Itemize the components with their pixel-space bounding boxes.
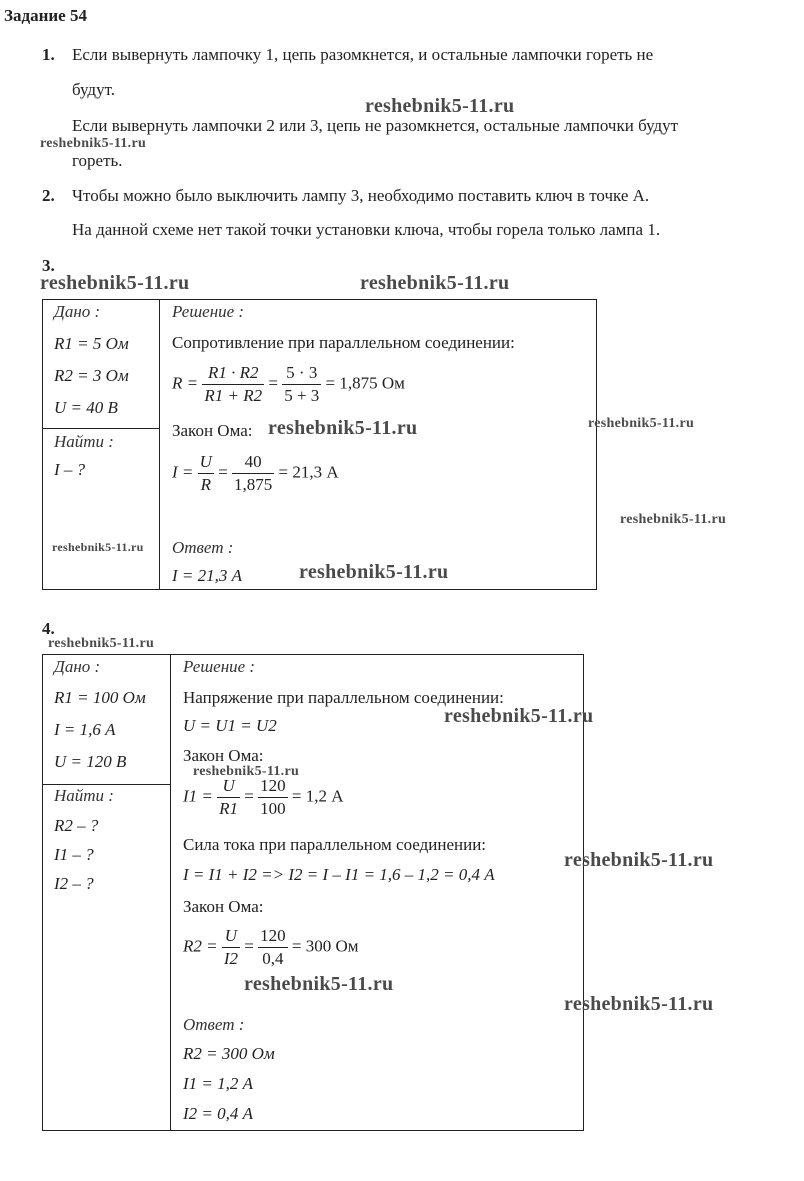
watermark: reshebnik5-11.ru (299, 561, 449, 583)
task-4-solution-line-2: U = U1 = U2 (183, 716, 277, 735)
formula-lhs: R = (172, 373, 199, 393)
fraction-numerator: 5 · 3 (282, 362, 321, 385)
task-4-formula-i1: I1 = $\frac{U}{R1}$ = $\frac{120}{100}$ = 1,2 А (183, 776, 344, 818)
task-4-solution-label: Решение : (183, 657, 256, 676)
task-4-answer-label: Ответ : (183, 1015, 245, 1034)
fraction-denominator: 1,875 (234, 475, 273, 494)
watermark: reshebnik5-11.ru (564, 849, 714, 871)
task-4-find-label: Найти : (54, 786, 114, 805)
formula-result: = 21,3 А (278, 462, 339, 482)
fraction-denominator: I2 (223, 949, 239, 968)
watermark: reshebnik5-11.ru (268, 417, 418, 439)
fraction-denominator: R1 (219, 799, 239, 818)
watermark: reshebnik5-11.ru (564, 993, 714, 1015)
fraction-denominator: R1 + R2 (204, 386, 263, 405)
task-3-solution-label: Решение : (172, 302, 245, 321)
item-number-2: 2. (42, 186, 55, 205)
task-3-answer: I = 21,3 А (172, 566, 243, 585)
watermark: reshebnik5-11.ru (244, 973, 394, 995)
task-3-given-u: U = 40 В (54, 398, 118, 417)
fraction-numerator: U (222, 925, 240, 948)
formula-lhs: I = (172, 462, 194, 482)
task-3-formula-resistance: R = $\frac{R1 \cdot R2}{R1 + R2}$ = $\frac{5 \cdot 3}{5 + 3}$ = 1,875 Ом (172, 363, 405, 405)
task-4-find-i2: I2 – ? (54, 874, 94, 893)
fraction-numerator: U (198, 451, 214, 474)
watermark: reshebnik5-11.ru (360, 272, 510, 294)
watermark: reshebnik5-11.ru (48, 636, 155, 651)
fraction-denominator: 100 (260, 799, 286, 818)
task-3-ohm-law-label: Закон Ома: (172, 421, 253, 440)
task-4-ohm-law-label-1: Закон Ома: (183, 746, 264, 765)
formula-result: = 300 Ом (291, 936, 359, 956)
task-4-solution-line-4: I = I1 + I2 => I2 = I – I1 = 1,6 – 1,2 = 0,4 А (183, 865, 495, 884)
task-3-find-label: Найти : (54, 432, 114, 451)
task-4-answer-i1: I1 = 1,2 А (183, 1074, 254, 1093)
formula-result: = 1,875 Ом (325, 373, 405, 393)
watermark: reshebnik5-11.ru (52, 540, 144, 554)
item-1-paragraph-b-line-1: Если вывернуть лампочки 2 или 3, цепь не разомкнется, остальные лампочки будут (72, 116, 679, 135)
fraction-denominator: R (200, 475, 211, 494)
fraction-numerator: R1 · R2 (202, 362, 264, 385)
task-4-answer-i2: I2 = 0,4 А (183, 1104, 254, 1123)
task-3-divider-horizontal (43, 428, 159, 429)
formula-lhs: I1 = (183, 786, 213, 806)
task-3-find-i: I – ? (54, 460, 86, 479)
watermark: reshebnik5-11.ru (40, 272, 190, 294)
fraction-denominator: 0,4 (262, 949, 284, 968)
task-4-solution-line-1: Напряжение при параллельном соединении: (183, 688, 504, 707)
task-4-given-i: I = 1,6 А (54, 720, 116, 739)
item-1-paragraph-b-line-2: гореть. (72, 151, 123, 170)
task-4-ohm-law-label-2: Закон Ома: (183, 897, 264, 916)
task-4-given-r1: R1 = 100 Ом (54, 688, 146, 707)
task-3-given-r1: R1 = 5 Ом (54, 334, 129, 353)
watermark: reshebnik5-11.ru (444, 705, 594, 727)
task-3-answer-label: Ответ : (172, 538, 234, 557)
task-3-solution-line-1: Сопротивление при параллельном соединении: (172, 333, 515, 352)
item-2-paragraph-a: Чтобы можно было выключить лампу 3, необходимо поставить ключ в точке А. (72, 186, 650, 205)
watermark: reshebnik5-11.ru (193, 764, 300, 779)
item-number-4: 4. (42, 619, 55, 638)
formula-lhs: R2 = (183, 936, 218, 956)
task-3-formula-current: I = $\frac{U}{R}$ = $\frac{40}{1,875}$ = 21,3 А (172, 452, 339, 494)
fraction-numerator: 40 (232, 451, 274, 474)
fraction-numerator: U (217, 775, 240, 798)
task-4-given-u: U = 120 В (54, 752, 127, 771)
task-4-divider-vertical (170, 655, 171, 1130)
item-number-1: 1. (42, 45, 55, 64)
task-3-divider-vertical (159, 300, 160, 589)
formula-result: = 1,2 А (291, 786, 344, 806)
task-4-formula-r2: R2 = $\frac{U}{I2}$ = $\frac{120}{0,4}$ = 300 Ом (183, 926, 359, 968)
fraction-denominator: 5 + 3 (284, 386, 320, 405)
task-4-given-label: Дано : (54, 657, 101, 676)
watermark: reshebnik5-11.ru (588, 416, 695, 431)
task-4-answer-r2: R2 = 300 Ом (183, 1044, 275, 1063)
watermark: reshebnik5-11.ru (40, 136, 147, 151)
item-1-paragraph-a-line-2: будут. (72, 80, 115, 99)
item-2-paragraph-b: На данной схеме нет такой точки установки ключа, чтобы горела только лампа 1. (72, 220, 661, 239)
item-1-paragraph-a-line-1: Если вывернуть лампочку 1, цепь разомкнется, и остальные лампочки гореть не (72, 45, 654, 64)
task-4-solution-line-3: Сила тока при параллельном соединении: (183, 835, 487, 854)
fraction-numerator: 120 (258, 925, 288, 948)
item-number-3: 3. (42, 256, 55, 275)
fraction-numerator: 120 (258, 775, 288, 798)
watermark: reshebnik5-11.ru (620, 512, 727, 527)
task-4-divider-horizontal (43, 784, 170, 785)
task-3-given-r2: R2 = 3 Ом (54, 366, 129, 385)
task-3-given-label: Дано : (54, 302, 101, 321)
task-4-find-i1: I1 – ? (54, 845, 94, 864)
page-title: Задание 54 (4, 6, 87, 25)
watermark: reshebnik5-11.ru (365, 95, 515, 117)
task-4-find-r2: R2 – ? (54, 816, 99, 835)
